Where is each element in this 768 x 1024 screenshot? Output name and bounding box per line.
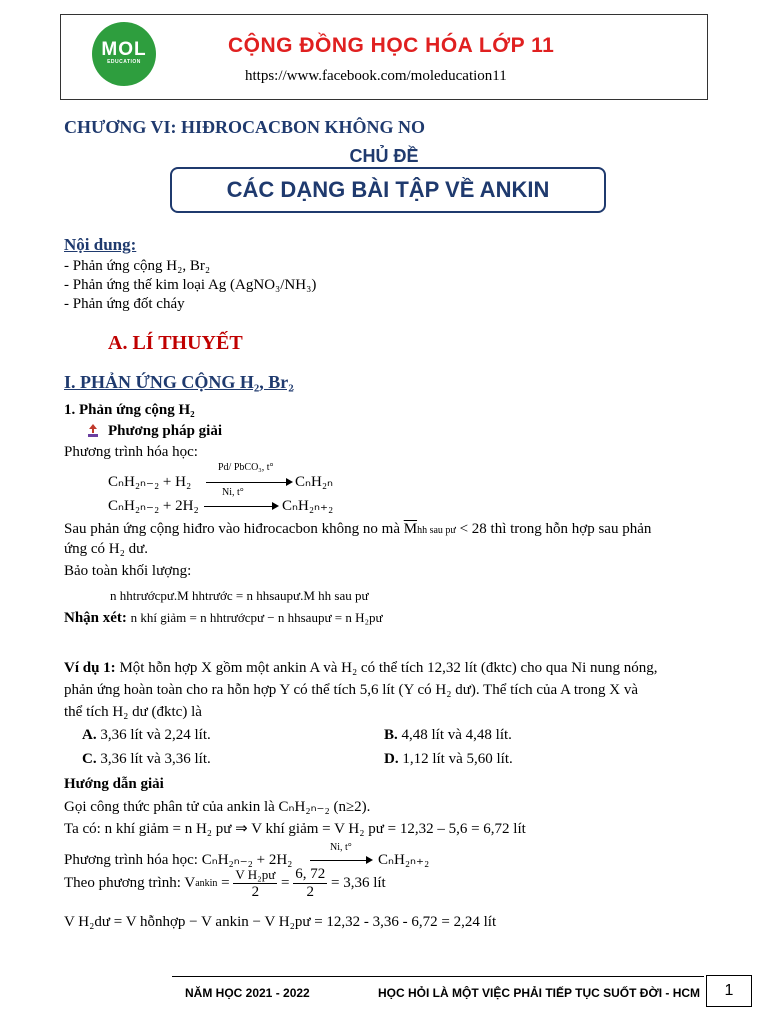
equation-intro: Phương trình hóa học:: [64, 444, 198, 460]
solution-line-1: Gọi công thức phân tử của ankin là CₙH₂ₙ₋₂ (n≥2).: [64, 799, 371, 815]
option-text: 3,36 lít và 2,24 lít.: [100, 727, 211, 743]
footer-divider: [172, 976, 704, 977]
solution-line-2: Ta có: n khí giảm = n H₂ pư ⇒ V khí giảm = V H₂ pư = 12,32 – 5,6 = 6,72 lít: [64, 821, 526, 837]
chapter-title: CHƯƠNG VI: HIĐROCACBON KHÔNG NO: [64, 117, 426, 137]
option-b[interactable]: [384, 727, 512, 744]
logo-subtext: EDUCATION: [107, 59, 141, 65]
footer-quote: HỌC HỎI LÀ MỘT VIỆC PHẢI TIẾP TỤC SUỐT ĐỜI - HCM: [378, 986, 701, 1000]
molar-mass-symbol: $\overline{M}$: [403, 521, 418, 537]
footer-year: NĂM HỌC 2021 - 2022: [185, 986, 310, 1000]
paragraph-1: [64, 521, 651, 538]
option-a[interactable]: [82, 727, 211, 744]
option-text: 1,12 lít và 5,60 lít.: [402, 751, 513, 767]
eq1-arrow-head: [286, 478, 293, 486]
line4-result: = 3,36 lít: [330, 875, 386, 891]
header-title: CỘNG ĐỒNG HỌC HÓA LỚP 11: [228, 34, 555, 57]
section-i-heading: I. PHẢN ỨNG CỘNG H₂, Br₂: [64, 372, 294, 392]
fraction-2-num: 6, 72: [295, 866, 326, 882]
content-item: - Phản ứng cộng H₂, Br₂: [64, 258, 211, 274]
solution-line-4: Theo phương trình: Vankin = $\frac{\text{V H₂pư}}{2}$ = $\frac{6, 72}{2}$ = 3,36 lít: [64, 866, 386, 900]
fraction-2-den: 2: [306, 884, 314, 900]
solution-eq-condition: Ni, t°: [330, 842, 352, 853]
section-a-heading: A. LÍ THUYẾT: [108, 332, 243, 354]
paragraph-1-cont: ứng có H₂ dư.: [64, 541, 148, 557]
solution-line-3-right: CₙH₂ₙ₊₂: [378, 852, 430, 868]
content-heading: Nội dung:: [64, 235, 137, 254]
page-number: 1: [706, 975, 752, 1007]
eq1-condition: Pd/ PbCO₃, t°: [218, 462, 274, 473]
solution-line-3-left: Phương trình hóa học: CₙH₂ₙ₋₂ + 2H₂: [64, 852, 293, 868]
example-line-2: phản ứng hoàn toàn cho ra hỗn hợp Y có thể tích 5,6 lít (Y có H₂ dư). Thể tích của A trong X và: [64, 682, 639, 698]
option-key: A.: [82, 727, 97, 743]
eq2-right: CₙH₂ₙ₊₂: [282, 498, 334, 514]
option-key: C.: [82, 751, 97, 767]
paragraph-text: Sau phản ứng cộng hiđro vào hiđrocacbon không no mà: [64, 521, 400, 537]
observation: [64, 610, 383, 627]
option-text: 4,48 lít và 4,48 lít.: [401, 727, 512, 743]
example-line-1: [64, 660, 658, 677]
solution-eq-arrow-head: [366, 856, 373, 864]
option-key: D.: [384, 751, 399, 767]
logo-text: MOL: [101, 39, 147, 60]
fraction-1-num: V H₂pư: [235, 866, 276, 882]
molar-mass-subscript: hh sau pư: [417, 525, 456, 536]
content-item: - Phản ứng thế kim loại Ag (AgNO₃/NH₃): [64, 277, 317, 293]
eq2-arrow: [204, 506, 274, 507]
pointer-icon: [86, 424, 100, 438]
line4-subscript: ankin: [195, 878, 218, 889]
solution-eq-arrow: [310, 860, 368, 861]
option-key: B.: [384, 727, 398, 743]
eq1-right: CₙH₂ₙ: [295, 474, 334, 490]
fraction-1: [233, 867, 277, 901]
topic-label: CHỦ ĐỀ: [349, 146, 419, 166]
mol-logo: [92, 22, 156, 86]
eq1-arrow: [206, 482, 288, 483]
header-url[interactable]: https://www.facebook.com/moleducation11: [245, 68, 507, 84]
fraction-1-den: 2: [251, 883, 260, 900]
eq2-condition: Ni, t°: [222, 487, 244, 498]
eq2-arrow-head: [272, 502, 279, 510]
eq1-left: CₙH₂ₙ₋₂ + H₂: [108, 474, 192, 490]
method-heading: Phương pháp giải: [108, 423, 223, 439]
content-item: - Phản ứng đốt cháy: [64, 296, 185, 312]
option-d[interactable]: [384, 751, 513, 768]
paragraph-text: < 28 thì trong hỗn hợp sau phản: [459, 521, 652, 537]
fraction-2: [293, 866, 327, 901]
eq2-left: CₙH₂ₙ₋₂ + 2H₂: [108, 498, 199, 514]
example-text: Một hỗn hợp X gồm một ankin A và H₂ có thể tích 12,32 lít (đktc) cho qua Ni nung nóng,: [119, 660, 658, 676]
observation-label: Nhận xét:: [64, 610, 127, 626]
example-line-3: thể tích H₂ dư (đktc) là: [64, 704, 202, 720]
example-label: Ví dụ 1:: [64, 660, 116, 676]
solution-heading: Hướng dẫn giải: [64, 776, 164, 792]
solution-line-5: V H₂dư = V hỗnhợp − V ankin − V H₂pư = 12,32 - 3,36 - 6,72 = 2,24 lít: [64, 914, 497, 930]
subsection-heading: 1. Phản ứng cộng H₂: [64, 402, 195, 418]
option-c[interactable]: [82, 751, 211, 768]
mass-conservation-label: Bảo toàn khối lượng:: [64, 563, 192, 579]
observation-equation: n khí giảm = n hhtrướcpư − n hhsaupư = n H₂pư: [130, 610, 383, 625]
topic-title: CÁC DẠNG BÀI TẬP VỀ ANKIN: [170, 167, 606, 213]
mass-equation: n hhtrướcpư.M hhtrước = n hhsaupư.M hh sau pư: [110, 588, 369, 603]
line4-prefix: Theo phương trình: V: [64, 875, 196, 891]
option-text: 3,36 lít và 3,36 lít.: [100, 751, 211, 767]
